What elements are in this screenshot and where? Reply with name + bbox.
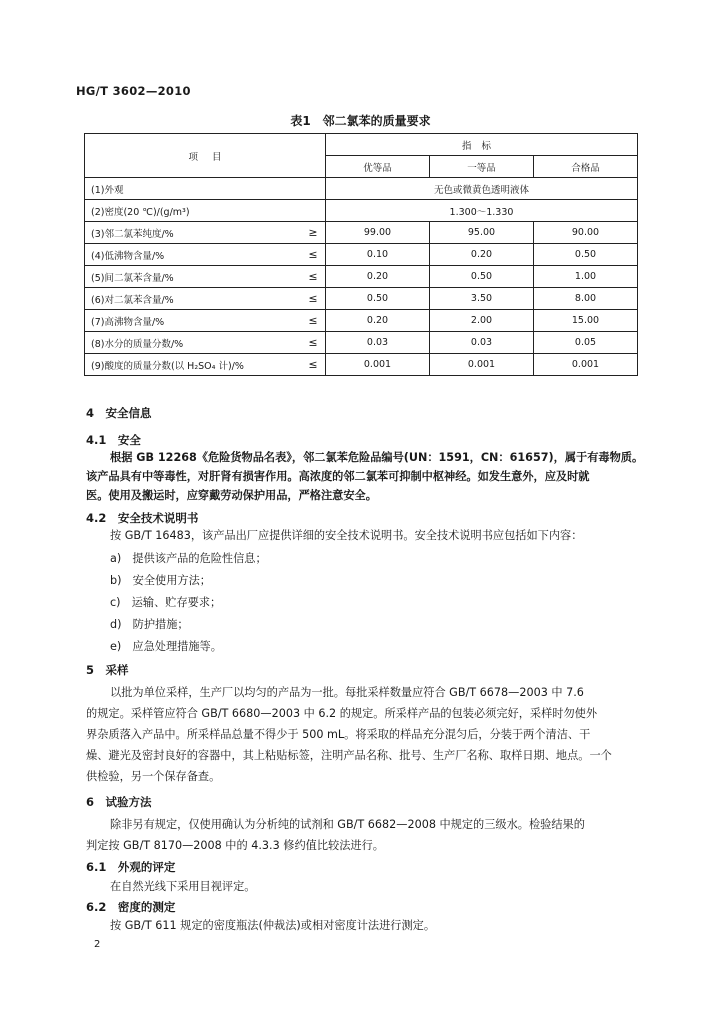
row-value: 0.001 xyxy=(430,354,534,376)
section-6-2-title: 6.2 密度的测定 xyxy=(86,900,176,914)
table-row xyxy=(85,310,638,332)
header-index: 指标 xyxy=(326,134,638,156)
section-6-title: 6 试验方法 xyxy=(86,795,152,809)
row-relation: ≥ xyxy=(301,222,326,244)
section-4-1-line: 医。使用及搬运时，应穿戴劳动保护用品，严格注意安全。 xyxy=(86,489,377,502)
section-4-2-intro: 按 GB/T 16483，该产品出厂应提供详细的安全技术说明书。安全技术说明书应包括如下内容： xyxy=(110,529,583,542)
row-item: (7)高沸物含量/% xyxy=(85,310,302,332)
section-4-2-title: 4.2 安全技术说明书 xyxy=(86,511,199,525)
row-value: 0.001 xyxy=(326,354,430,376)
section-4-1-line: 根据 GB 12268《危险货物品名表》，邻二氯苯危险品编号(UN：1591，CN：61657)，属于有毒物质。 xyxy=(110,451,644,464)
row-value: 1.00 xyxy=(534,266,638,288)
row-value: 0.05 xyxy=(534,332,638,354)
row-value: 90.00 xyxy=(534,222,638,244)
section-4-title: 4 安全信息 xyxy=(86,406,152,420)
row-relation: ≤ xyxy=(301,288,326,310)
section-6-1-title: 6.1 外观的评定 xyxy=(86,860,176,874)
standard-code: HG/T 3602—2010 xyxy=(76,84,191,98)
table-row xyxy=(85,354,638,376)
row-value: 99.00 xyxy=(326,222,430,244)
row-item: (5)间二氯苯含量/% xyxy=(85,266,302,288)
row-item: (6)对二氯苯含量/% xyxy=(85,288,302,310)
row-value: 95.00 xyxy=(430,222,534,244)
section-5-line: 以批为单位采样，生产厂以均匀的产品为一批。每批采样数量应符合 GB/T 6678—2003 中 7.6 xyxy=(110,686,584,699)
section-5-line: 燥、避光及密封良好的容器中，其上粘贴标签，注明产品名称、批号、生产厂名称、取样日期、地点。一个 xyxy=(86,749,612,762)
table-caption: 表1 邻二氯苯的质量要求 xyxy=(290,114,431,128)
table-row xyxy=(85,332,638,354)
grade-header: 合格品 xyxy=(534,156,638,178)
section-5-line: 界杂质落入产品中。所采样品总量不得少于 500 mL。将采取的样品充分混匀后，分装于两个清洁、干 xyxy=(86,728,591,741)
row-item: (4)低沸物含量/% xyxy=(85,244,302,266)
row-item: (1)外观 xyxy=(85,178,302,200)
list-item: b) 安全使用方法； xyxy=(110,574,211,587)
section-4-1-title: 4.1 安全 xyxy=(86,433,141,447)
row-value: 0.50 xyxy=(326,288,430,310)
row-item: (3)邻二氯苯纯度/% xyxy=(85,222,302,244)
row-relation xyxy=(301,200,326,222)
row-value: 8.00 xyxy=(534,288,638,310)
row-relation: ≤ xyxy=(301,354,326,376)
section-5-title: 5 采样 xyxy=(86,663,129,677)
section-6-line: 除非另有规定，仅使用确认为分析纯的试剂和 GB/T 6682—2008 中规定的三级水。检验结果的 xyxy=(110,818,585,831)
row-relation: ≤ xyxy=(301,332,326,354)
list-item: c) 运输、贮存要求； xyxy=(110,596,222,609)
section-6-2-line: 按 GB/T 611 规定的密度瓶法(仲裁法)或相对密度计法进行测定。 xyxy=(110,919,436,932)
row-relation xyxy=(301,178,326,200)
table-row xyxy=(85,244,638,266)
section-5-line: 的规定。采样管应符合 GB/T 6680—2003 中 6.2 的规定。所采样产品的包装必须完好，采样时勿使外 xyxy=(86,707,598,720)
quality-table xyxy=(84,133,638,376)
list-item: e) 应急处理措施等。 xyxy=(110,640,222,653)
page-number: 2 xyxy=(94,939,101,950)
list-item: a) 提供该产品的危险性信息； xyxy=(110,552,267,565)
table-row xyxy=(85,200,638,222)
row-value: 2.00 xyxy=(430,310,534,332)
row-span-value: 无色或微黄色透明液体 xyxy=(326,178,638,200)
table-row xyxy=(85,266,638,288)
row-value: 0.50 xyxy=(430,266,534,288)
grade-header: 优等品 xyxy=(326,156,430,178)
grade-header: 一等品 xyxy=(430,156,534,178)
row-item: (2)密度(20 ℃)/(g/m³) xyxy=(85,200,302,222)
row-value: 0.03 xyxy=(326,332,430,354)
table-row xyxy=(85,288,638,310)
row-value: 0.001 xyxy=(534,354,638,376)
row-value: 0.10 xyxy=(326,244,430,266)
row-relation: ≤ xyxy=(301,266,326,288)
row-value: 0.20 xyxy=(430,244,534,266)
row-value: 0.50 xyxy=(534,244,638,266)
section-4-1-line: 该产品具有中等毒性，对肝肾有损害作用。高浓度的邻二氯苯可抑制中枢神经。如发生意外，应及时就 xyxy=(86,470,590,483)
row-item: (8)水分的质量分数/% xyxy=(85,332,302,354)
row-span-value: 1.300～1.330 xyxy=(326,200,638,222)
row-value: 0.20 xyxy=(326,310,430,332)
section-6-line: 判定按 GB/T 8170—2008 中的 4.3.3 修约值比较法进行。 xyxy=(86,839,384,852)
list-item: d) 防护措施； xyxy=(110,618,189,631)
row-relation: ≤ xyxy=(301,244,326,266)
table-row xyxy=(85,222,638,244)
table-row xyxy=(85,178,638,200)
section-5-line: 供检验，另一个保存备查。 xyxy=(86,770,221,783)
row-value: 0.03 xyxy=(430,332,534,354)
section-6-1-line: 在自然光线下采用目视评定。 xyxy=(110,880,256,893)
row-value: 3.50 xyxy=(430,288,534,310)
row-value: 0.20 xyxy=(326,266,430,288)
row-item: (9)酸度的质量分数(以 H₂SO₄ 计)/% xyxy=(85,354,302,376)
row-value: 15.00 xyxy=(534,310,638,332)
header-item: 项目 xyxy=(85,134,326,178)
row-relation: ≤ xyxy=(301,310,326,332)
